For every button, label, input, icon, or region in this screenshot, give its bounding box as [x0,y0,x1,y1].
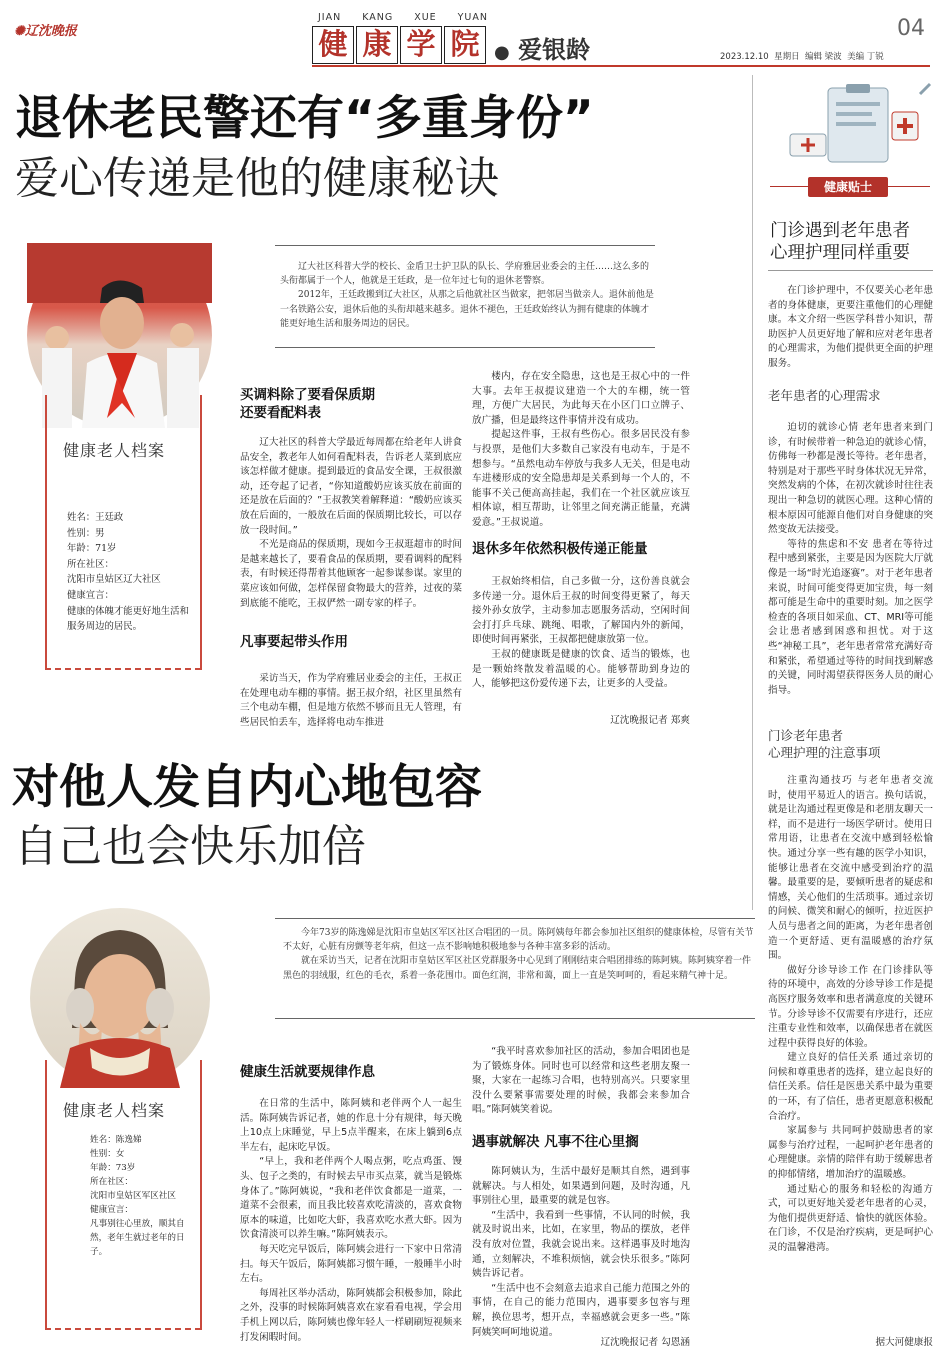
masthead-meta: 2023.12.10 星期日 编辑 梁波 美编 丁锐 [720,52,884,62]
section-pinyin [318,12,488,23]
paper-logo: ✺辽沈晚报 [14,24,77,39]
article2-section1-title: 健康生活就要规律作息 [240,1064,375,1080]
profile-line: 健康宣言： [67,589,114,601]
sidebar-s1-title: 老年患者的心理需求 [768,388,881,403]
article2-col2-a [472,1045,690,1120]
sidebar-intro-para: 在门诊护理中，不仅要关心老年患者的身体健康，更要注重他们的心理健康。本文介绍一些医学科普小知识，帮助医护人员更好地了解和应对老年患者的心理需求，为他们提供更全面的护理服务。 [768,285,933,369]
article1-profile-line-right [200,395,202,670]
body-para: 不光是商品的保质期，现如今王叔逛超市的时间是越来越长了，要看食品的保质期，要看调料的配料表，有时候还得帮着其他顾客一起参谋参谋。家里的菜应该如何做，怎样保留食物最大的营养，过夜的菜到底能不能吃，王叔俨然一副专家的样子。 [240,539,462,609]
section-char-2: 康 [356,26,398,64]
logo-icon: ✺ [14,24,25,39]
profile-line: 性别：男 [67,527,105,539]
article1-profile-title: 健康老人档案 [63,441,166,460]
profile-line: 姓名：王廷政 [67,512,124,523]
article2-profile-line-right [200,1060,202,1330]
profile-line: 健康宣言： [90,1205,133,1215]
body-para: “早上，我和老伴两个人喝点粥，吃点鸡蛋、馒头、包子之类的，有时候去早市买点菜，就当是锻炼身体了。”陈阿姨说，“我和老伴饮食都是一道菜，一道菜不会很素，而且我比较喜欢吃清淡的，喜欢食物原本的味道，比如吃大虾，我喜欢吃水煮大虾。因为饮食清淡可以养生嘛。”陈阿姨表示。 [240,1156,462,1241]
intro-para: 辽大社区科普大学的校长、金盾卫士护卫队的队长、学府雅居业委会的主任……这么多的头衔都属于一个人，他就是王廷政，是一位年过七旬的退休老警察。 [280,262,650,287]
article2-col2-b [472,1165,690,1338]
medical-clipboard-icon [780,84,935,169]
article1-profile-line-bottom [45,668,202,670]
body-para: 楼内，存在安全隐患，这也是王叔心中的一件大事。去年王叔提议建造一个大的车棚，统一管理，方便广大居民，为此每天在小区门口立牌子、放广播，但是最终这件事情并没有成功。 [472,371,690,426]
sidebar-divider [752,75,753,910]
article1-headline: 退休老民警还有“多重身份” [15,91,594,146]
sidebar-headline-rule [768,270,933,271]
body-para: 王叔始终相信，自己多做一分，这份善良就会多传递一分。退休后王叔的时间变得更紧了，每天接外孙女放学，主动参加志愿服务活动，空闲时间会打打乒乓球、跳绳、唱歌，了解国内外的新闻，即使时间再紧张，王叔都把健康放第一位。 [472,576,690,646]
intro-para: 2012年，王廷政搬到辽大社区，从那之后他就社区当做家，把邻居当做亲人。退休前他是一名铁路公安，退休后他的头衔却越来越多。退休不褪色，王廷政始终认为拥有健康的体魄才能更好地生活和服务周边的居民。 [280,290,654,329]
article2-byline: 辽沈晚报记者 勾恩涵 [600,1337,690,1348]
pinyin-1: JIAN [318,12,342,23]
sidebar-byline: 据大河健康报 [875,1337,933,1348]
sidebar-badge: 健康贴士 [808,177,888,197]
body-para: 辽大社区的科普大学最近每周都在给老年人讲食品安全，教老年人如何看配料表，告诉老人菜到底应该怎样做才健康。提到最近的食品安全课，王叔很激动，还夸起了记者，“你知道酸奶应该买放在前面的还是放在后面的？”王叔教笑着解释道：“酸奶应该买放在后面的，一般放在后面的保质期比较长，可以存放一段时间。” [240,437,462,536]
sidebar-s1-body [768,421,933,743]
body-para: 每周社区举办活动，陈阿姨都会积极参加，除此之外，没事的时候陈阿姨喜欢在家看看电视，学会用手机上网以后，陈阿姨也像年轻人一样刷刷短视频来打发闲暇时间。 [240,1287,462,1343]
article1-section3-title: 退休多年依然积极传递正能量 [472,541,648,557]
body-para: 陈阿姨认为，生活中最好是顺其自然，遇到事就解决。与人相处，如果遇到问题，及时沟通，凡事别往心里，最重要的就是包容。 [472,1166,690,1207]
elderly-man-illustration [27,243,212,428]
article2-subheadline: 自己也会快乐加倍 [14,821,366,872]
sidebar-s2-body [768,774,933,1332]
body-para: 王叔的健康既是健康的饮食、适当的锻炼，也是一颗始终散发着温暖的心。能够帮助到身边的人，能够把这份爱传递下去，让更多的人受益。 [472,648,690,690]
article1-col2-a [472,370,690,526]
profile-line: 所在社区： [90,1177,133,1187]
sidebar-illustration [780,84,935,169]
sidebar-intro [768,284,933,374]
intro-para: 就在采访当天，记者在沈阳市皇姑区军区社区党群服务中心见到了刚刚结束合唱团排练的陈阿姨。陈阿姨穿着一件黑色的羽绒服，红色的毛衣，系着一条花围巾。面色红润，非常和蔼，面上一直是笑呵呵的，看起来精气神十足。 [283,956,752,981]
sidebar-para: 做好分诊导诊工作 在门诊排队等待的环境中，高效的分诊导诊工作是提高医疗服务效率和患者满意度的关键环节。分诊导诊不仅需要有序进行，还应注重专业性和效率，以确保患者在就医过程中获得良好的体验。 [768,964,933,1049]
intro-para: 今年73岁的陈逸娣是沈阳市皇姑区军区社区合唱团的一员。陈阿姨每年都会参加社区组织的健康体检，尽管有关节不太好，心脏有房颤等老年病，但这一点不影响她积极地参与各种丰富多彩的活动。 [283,928,754,953]
article2-headline: 对他人发自内心地包容 [12,760,482,815]
article1-section1-title: 买调料除了要看保质期 还要看配料表 [240,387,375,421]
profile-line: 性别：女 [90,1149,125,1159]
body-para: 每天吃完早饭后，陈阿姨会进行一下家中日常清扫。每天午饭后，陈阿姨都习惯午睡，一般睡半小时左右。 [240,1243,462,1285]
body-para: 在日常的生活中，陈阿姨和老伴两个人一起生活。陈阿姨告诉记者，她的作息十分有规律，每天晚上10点上床睡觉，早上5点半醒来，在床上躺到6点半左右，起床吃早饭。 [240,1098,462,1153]
article1-profile-line-left [45,395,47,670]
sub-section-title: ● 爱银龄 [494,36,591,64]
sidebar-headline: 门诊遇到老年患者 心理护理同样重要 [770,221,910,263]
section-char-1: 健 [312,26,354,64]
pinyin-3: XUE [414,12,437,23]
article1-subheadline: 爱心传递是他的健康秘诀 [15,153,499,204]
article1-intro [280,260,655,340]
section-title [312,26,486,64]
sidebar-para: 建立良好的信任关系 通过亲切的问候和尊重患者的选择，建立起良好的信任关系。信任是医患关系中最为重要的一环，有了信任，患者更愿意积极配合治疗。 [768,1052,933,1122]
sidebar-para: 注重沟通技巧 与老年患者交流时，使用平易近人的语言。换句话说，就是让沟通过程更像是和老朋友聊天一样，而不是进行一场医学研讨。使用日常用语，让患者在交流中感到轻松愉快。通过分享一些有趣的医学小知识，能够让患者在交流中感受到治疗的温馨。最重要的是，要倾听患者的疑虑和情感，关心他们的生活琐事。通过亲切的问候、微笑和耐心的倾听，拉近医护人员与患者之间的距离，为老年患者创造一个更舒适、更有温暖感的治疗氛围。 [768,775,933,962]
profile-line: 年龄：71岁 [67,543,117,555]
article2-profile-line-left [45,1060,47,1330]
article2-profile-body [90,1133,195,1259]
profile-line: 沈阳市皇姑区辽大社区 [67,574,161,586]
article1-byline: 辽沈晚报记者 郑爽 [610,715,690,726]
bullet-dot-icon: ● [494,42,510,63]
section-char-3: 学 [400,26,442,64]
article2-col1 [240,1097,462,1342]
body-para: 采访当天，作为学府雅居业委会的主任，王叔正在处理电动车棚的事情。据王叔介绍，社区里虽然有三个电动车棚，但是地方依然不够而且无人管理，有些居民怕丢车，选择将电动车推进 [240,673,462,728]
pinyin-2: KANG [362,12,394,23]
sidebar-s2-title: 门诊老年患者 心理护理的注意事项 [768,728,881,760]
profile-line: 健康的体魄才能更好地生活和服务周边的居民。 [67,605,189,633]
pinyin-4: YUAN [457,12,488,23]
article2-section2-title: 遇事就解决 凡事不往心里搁 [472,1134,639,1150]
sidebar-para: 迫切的就诊心情 老年患者来到门诊，有时候带着一种急迫的就诊心情，仿佛每一秒都是漫长等待。老年患者，特别是对于那些平时身体状况无异常，突然发病的个体，在初次就诊时往往表现出一种急切的就医心理。这种心情的根本原因可能源自他们对自身健康的突然变故无法接受。 [768,422,933,536]
article2-profile-line-bottom [45,1328,202,1330]
article1-intro-rule-top [275,245,655,246]
article2-intro-rule-bottom [275,1018,755,1019]
article1-col1-b [240,672,462,732]
article1-col2-b [472,575,690,709]
profile-line: 姓名：陈逸娣 [90,1135,142,1145]
article1-section2-title: 凡事要起带头作用 [240,634,348,650]
page-number: 04 [897,16,925,41]
article2-photo [30,908,210,1088]
sidebar-para: 通过贴心的服务和轻松的沟通方式，可以更好地关爱老年患者的心灵，为他们提供更舒适、愉快的就医体验。在门诊，不仅是治疗疾病，更是呵护心灵的温馨港湾。 [768,1183,933,1253]
section-char-4: 院 [444,26,486,64]
article1-photo [27,243,212,428]
body-para: 提起这件事，王叔有些伤心。很多居民没有参与投票，是他们大多数自己家没有电动车，于是不想参与。“虽然电动车停放与我多人无关，但是电动车进楼形成的安全隐患却是关系到每一个人的，不能事不关己便高高挂起，我们在一个社区就应该互相体谅，相互帮助，让邻里之间充满正能量，充满爱意。”王叔说道。 [472,429,690,528]
body-para: “生活中也不会刻意去追求自己能力范围之外的事情，在自己的能力范围内，遇事要多包容与理解，换位思考，想开点，幸福感就会更多一些。”陈阿姨笑呵呵地说道。 [472,1282,690,1338]
sidebar-para: 等待的焦虑和不安 患者在等待过程中感到紧张，主要是因为医院大厅就像是一场“时光追逐赛”。对于老年患者来说，时间可能变得更加宝贵，每一刻都可能是生命中的重要时刻。加之医学检查的各项目如采血、CT、MRI等可能会让患者感到困惑和担忧。对于这些“神秘工具”，老年患者常常充满好奇和紧张，希望通过等待的时间找到解惑的关键，同时渴望获得医务人员的耐心指导。 [768,538,933,696]
masthead-rule [312,65,930,67]
article2-profile-title: 健康老人档案 [63,1101,166,1120]
article1-col1-a [240,436,462,624]
sidebar-para: 家属参与 共同呵护鼓励患者的家属参与治疗过程，一起呵护老年患者的心理健康。亲情的陪伴有助于缓解患者的抑郁情绪，增加治疗的温暖感。 [768,1125,933,1181]
body-para: “生活中，我看到一些事情，不认同的时候，我就及时说出来，比如，在家里，物品的摆放，老伴没有放对位置，我就会说出来。这样遇事及时地沟通，立刻解决，不堆积烦恼，就会快乐很多。”陈阿姨告诉记者。 [472,1209,690,1280]
body-para: “我平时喜欢参加社区的活动，参加合唱团也是为了锻炼身体。同时也可以经常和这些老朋友聚一聚，大家在一起练习合唱，也特别高兴。只要家里没什么要紧事需要处理的时候，我都会来参加合唱。”陈阿姨笑着说。 [472,1046,690,1116]
profile-line: 凡事别往心里放，顺其自然，老年生就过老年的日子。 [90,1219,185,1257]
article1-intro-rule-bottom [275,347,655,348]
profile-line: 沈阳市皇姑区军区社区 [90,1191,176,1201]
profile-line: 所在社区： [67,558,114,570]
elderly-woman-illustration [30,908,210,1088]
article2-intro-rule-top [275,918,755,919]
article2-intro [283,926,755,1010]
article1-profile-body [67,510,195,635]
profile-line: 年龄：73岁 [90,1163,136,1173]
